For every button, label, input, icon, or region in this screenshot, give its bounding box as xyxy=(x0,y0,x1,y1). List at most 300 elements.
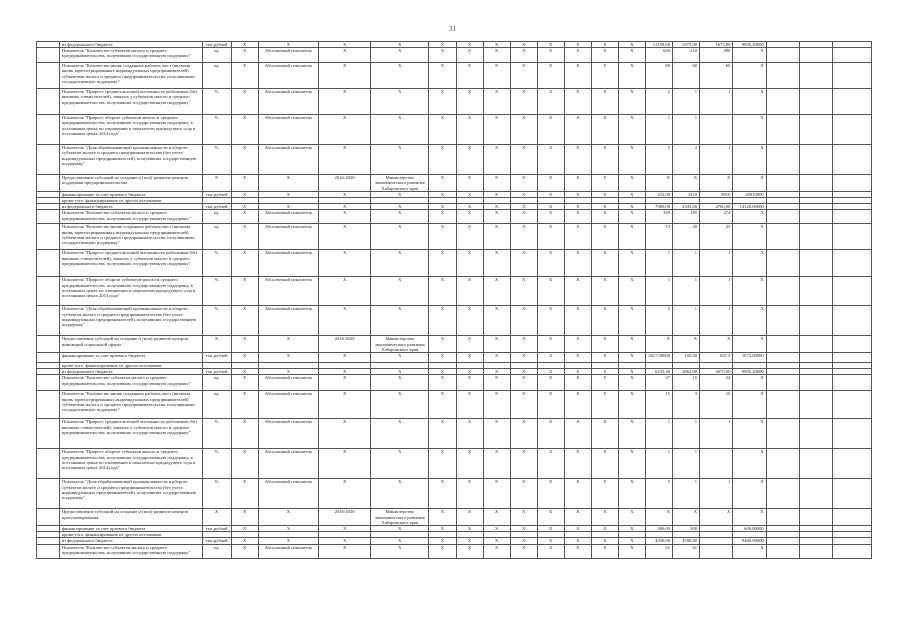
table-cell: X xyxy=(231,369,258,375)
table-cell: X xyxy=(618,336,645,353)
table-cell xyxy=(800,175,833,192)
table-cell: X xyxy=(456,48,483,63)
table-cell: 1 xyxy=(673,419,700,449)
row-number-cell xyxy=(37,419,60,449)
row-label-cell: из федерального бюджета xyxy=(59,42,202,48)
table-cell: X xyxy=(456,191,483,197)
table-cell: X xyxy=(733,89,766,115)
table-cell: X xyxy=(319,42,371,48)
table-cell: X xyxy=(564,369,591,375)
row-label-cell: из федерального бюджета xyxy=(59,369,202,375)
table-cell: X xyxy=(371,145,429,175)
table-cell: X xyxy=(456,210,483,224)
table-cell: X xyxy=(258,509,318,526)
table-cell: Министерство экономического развития Хабаровского края xyxy=(371,509,429,526)
table-cell: X xyxy=(483,175,510,192)
table-cell xyxy=(766,449,799,479)
row-label-cell: Предоставление субсидий на создание и (или) развитие центров поддержки предпринимательства xyxy=(59,175,202,192)
table-cell xyxy=(833,391,872,419)
table-cell xyxy=(800,277,833,306)
table-cell: X xyxy=(456,42,483,48)
table-cell: 1 xyxy=(645,115,672,145)
table-cell: X xyxy=(231,306,258,336)
table-cell: X xyxy=(618,544,645,558)
table-cell: 339 xyxy=(645,210,672,224)
table-cell: X xyxy=(483,115,510,145)
table-cell: 9905,20000 xyxy=(733,369,766,375)
table-cell xyxy=(766,224,799,250)
table-row xyxy=(37,449,872,479)
table-cell: 61 xyxy=(645,544,672,558)
table-cell: X xyxy=(319,63,371,89)
table-cell: X xyxy=(510,175,537,192)
table-cell: X xyxy=(319,544,371,558)
row-number-cell xyxy=(37,509,60,526)
table-cell: X xyxy=(591,191,618,197)
table-cell: X xyxy=(231,48,258,63)
table-cell: X xyxy=(591,375,618,391)
table-cell: тыс.рублей xyxy=(202,369,231,375)
table-cell: 1 xyxy=(700,89,733,115)
table-cell xyxy=(766,509,799,526)
table-row xyxy=(37,509,872,526)
table-cell: X xyxy=(319,204,371,210)
table-cell: X xyxy=(510,336,537,353)
table-cell: 300 xyxy=(673,526,700,532)
table-cell: X xyxy=(483,210,510,224)
table-cell: X xyxy=(733,419,766,449)
table-cell xyxy=(833,48,872,63)
table-row xyxy=(37,175,872,192)
table-row xyxy=(37,89,872,115)
table-cell: тыс.рублей xyxy=(202,353,231,363)
table-cell: X xyxy=(371,210,429,224)
table-cell: X xyxy=(429,353,456,363)
table-cell: X xyxy=(456,89,483,115)
row-number-cell xyxy=(37,175,60,192)
table-cell: 4590,00 xyxy=(645,538,672,544)
row-label-cell: кроме того, финансирование из других источников xyxy=(59,198,202,204)
table-cell: X xyxy=(483,336,510,353)
table-cell: X xyxy=(700,175,733,192)
table-cell: 2016-2020 xyxy=(319,336,371,353)
table-cell: Абсолютный показатель xyxy=(258,479,318,509)
table-cell: X xyxy=(510,63,537,89)
row-label-cell: Показатель "Количество субъектов малого и среднего предпринимательства, получивших государственную поддержку" xyxy=(59,544,202,558)
table-cell: X xyxy=(537,509,564,526)
row-label-cell: финансирование за счет краевого бюджета xyxy=(59,191,202,197)
table-cell: X xyxy=(733,63,766,89)
table-cell xyxy=(700,544,733,558)
table-cell: 3 xyxy=(673,391,700,419)
table-cell: X xyxy=(258,369,318,375)
table-cell: X xyxy=(618,89,645,115)
row-label-cell: кроме того, финансирование из других источников xyxy=(59,363,202,369)
table-cell: X xyxy=(202,509,231,526)
table-cell xyxy=(766,375,799,391)
table-cell: X xyxy=(673,175,700,192)
table-cell: X xyxy=(456,224,483,250)
table-cell: X xyxy=(429,210,456,224)
table-cell: X xyxy=(319,89,371,115)
table-cell: 74 xyxy=(645,224,672,250)
table-row xyxy=(37,391,872,419)
table-cell: X xyxy=(231,89,258,115)
table-cell xyxy=(833,375,872,391)
table-cell: X xyxy=(564,509,591,526)
table-cell: X xyxy=(564,277,591,306)
table-cell: X xyxy=(371,250,429,277)
table-cell: X xyxy=(673,336,700,353)
table-cell: X xyxy=(537,175,564,192)
table-cell: X xyxy=(371,204,429,210)
table-cell xyxy=(833,89,872,115)
table-cell: X xyxy=(733,224,766,250)
table-cell: X xyxy=(537,544,564,558)
table-cell: X xyxy=(618,538,645,544)
table-cell: X xyxy=(618,204,645,210)
table-cell xyxy=(833,353,872,363)
table-cell: X xyxy=(510,353,537,363)
table-cell: тыс.рублей xyxy=(202,191,231,197)
table-cell xyxy=(700,449,733,479)
table-cell: X xyxy=(429,336,456,353)
table-cell: Абсолютный показатель xyxy=(258,277,318,306)
table-cell xyxy=(833,115,872,145)
table-cell: X xyxy=(537,369,564,375)
table-cell: X xyxy=(231,175,258,192)
row-number-cell xyxy=(37,145,60,175)
table-cell: 185 xyxy=(673,210,700,224)
table-cell: X xyxy=(510,204,537,210)
table-cell: X xyxy=(591,449,618,479)
table-cell: 274 xyxy=(700,210,733,224)
table-cell: X xyxy=(231,479,258,509)
table-cell: X xyxy=(645,509,672,526)
table-cell xyxy=(800,89,833,115)
table-cell: X xyxy=(618,479,645,509)
row-label-cell: Показатель "Прирост среднесписочной численности работников (без внешних совместителей), занятых у субъектов малого и среднего предпринимательства, получивших государственную поддержку" xyxy=(59,419,202,449)
table-cell: X xyxy=(510,391,537,419)
row-label-cell: Показатель "Прирост оборота субъектов малого и среднего предпринимательства, получивших государственную поддержку, в постоянных ценах по отношению к показателю предыдущего года в постоянных ценах 2014 года" xyxy=(59,277,202,306)
table-cell: X xyxy=(618,175,645,192)
table-cell: 2 xyxy=(645,89,672,115)
table-cell: X xyxy=(371,544,429,558)
table-cell xyxy=(800,544,833,558)
row-number-cell xyxy=(37,479,60,509)
table-cell: X xyxy=(483,353,510,363)
table-cell: X xyxy=(456,353,483,363)
table-cell: X xyxy=(429,191,456,197)
table-cell: X xyxy=(591,224,618,250)
table-cell: ед. xyxy=(202,63,231,89)
table-cell: 37 xyxy=(645,375,672,391)
table-cell: X xyxy=(231,224,258,250)
table-cell: ед. xyxy=(202,210,231,224)
table-cell: X xyxy=(319,419,371,449)
row-label-cell: Показатель "Доля обрабатывающей промышленности в обороте субъектов малого и среднего предпринимательства (без учета индивидуальных предпринимателей), получивших государственную поддержку" xyxy=(59,306,202,336)
table-cell: X xyxy=(733,145,766,175)
table-cell: 61 xyxy=(673,544,700,558)
table-cell: X xyxy=(483,306,510,336)
table-cell: Абсолютный показатель xyxy=(258,391,318,419)
table-cell: X xyxy=(733,449,766,479)
table-cell: X xyxy=(258,336,318,353)
table-cell: X xyxy=(429,224,456,250)
table-cell: 2670,00 xyxy=(700,369,733,375)
table-cell: X xyxy=(591,204,618,210)
table-cell: X xyxy=(618,353,645,363)
table-cell: X xyxy=(258,42,318,48)
table-cell: X xyxy=(231,115,258,145)
table-cell: X xyxy=(319,449,371,479)
table-cell: ед. xyxy=(202,375,231,391)
table-cell: X xyxy=(591,419,618,449)
row-number-cell xyxy=(37,89,60,115)
table-cell: X xyxy=(371,306,429,336)
table-cell: X xyxy=(591,544,618,558)
row-label-cell: Показатель "Количество субъектов малого и среднего предпринимательства, получивших государственную поддержку" xyxy=(59,48,202,63)
table-cell: 60 xyxy=(700,63,733,89)
table-cell: % xyxy=(202,89,231,115)
table-cell: X xyxy=(483,479,510,509)
table-cell: X xyxy=(429,306,456,336)
table-row xyxy=(37,336,872,353)
table-cell: X xyxy=(231,42,258,48)
row-number-cell xyxy=(37,375,60,391)
table-cell: X xyxy=(510,306,537,336)
table-cell: X xyxy=(591,353,618,363)
table-cell: X xyxy=(231,419,258,449)
table-cell: 1 xyxy=(673,250,700,277)
table-cell: X xyxy=(231,544,258,558)
row-number-cell xyxy=(37,48,60,63)
table-cell: % xyxy=(202,479,231,509)
table-cell xyxy=(766,89,799,115)
table-cell: X xyxy=(733,544,766,558)
row-number-cell xyxy=(37,306,60,336)
table-cell: X xyxy=(456,204,483,210)
table-cell: X xyxy=(618,42,645,48)
table-cell: X xyxy=(429,250,456,277)
table-cell: X xyxy=(319,224,371,250)
table-cell: 2016-2020 xyxy=(319,509,371,526)
row-label-cell: Показатель "Количество субъектов малого и среднего предпринимательства, получивших государственную поддержку" xyxy=(59,210,202,224)
table-cell: X xyxy=(231,250,258,277)
table-cell: X xyxy=(319,277,371,306)
table-cell: X xyxy=(371,391,429,419)
row-label-cell: Показатель "Прирост оборота субъектов малого и среднего предпринимательства, получивших государственную поддержку, в постоянных ценах по отношению к показателю предыдущего года в постоянных ценах 2014 года" xyxy=(59,115,202,145)
row-label-cell: финансирование за счет краевого бюджета xyxy=(59,353,202,363)
table-cell: X xyxy=(483,369,510,375)
table-cell: X xyxy=(510,479,537,509)
table-cell: X xyxy=(591,48,618,63)
table-cell: X xyxy=(564,89,591,115)
table-cell: 300,00 xyxy=(645,526,672,532)
table-cell: X xyxy=(591,479,618,509)
table-cell: X xyxy=(429,204,456,210)
table-cell: X xyxy=(564,48,591,63)
table-cell: X xyxy=(483,375,510,391)
table-cell: X xyxy=(564,391,591,419)
table-cell: тыс.рублей xyxy=(202,526,231,532)
table-row xyxy=(37,115,872,145)
table-cell: 1973,00 xyxy=(673,42,700,48)
table-cell: 8910 xyxy=(700,191,733,197)
table-cell: X xyxy=(429,538,456,544)
table-cell: X xyxy=(258,526,318,532)
table-cell xyxy=(800,449,833,479)
table-cell: X xyxy=(733,115,766,145)
table-cell: 1673,00 xyxy=(700,42,733,48)
table-cell: X xyxy=(319,369,371,375)
table-cell: X xyxy=(319,250,371,277)
table-cell: X xyxy=(319,538,371,544)
table-row xyxy=(37,250,872,277)
table-cell: X xyxy=(510,115,537,145)
table-row xyxy=(37,224,872,250)
table-cell: X xyxy=(319,306,371,336)
table-cell: X xyxy=(456,526,483,532)
table-cell: X xyxy=(618,526,645,532)
table-cell: тыс.рублей xyxy=(202,42,231,48)
table-cell: X xyxy=(591,42,618,48)
table-cell: X xyxy=(429,42,456,48)
table-cell: X xyxy=(483,538,510,544)
table-cell: X xyxy=(591,250,618,277)
table-cell: 4590,00 xyxy=(673,538,700,544)
table-cell xyxy=(800,353,833,363)
table-cell: 5 xyxy=(645,306,672,336)
table-cell xyxy=(800,224,833,250)
table-cell: X xyxy=(618,277,645,306)
table-cell: X xyxy=(231,277,258,306)
table-cell xyxy=(800,375,833,391)
row-label-cell: Показатель "Прирост среднесписочной численности работников (без внешних совместителей), занятых у субъектов малого и среднего предпринимательства, получивших государственную поддержку" xyxy=(59,250,202,277)
table-row xyxy=(37,479,872,509)
table-cell: % xyxy=(202,115,231,145)
table-cell xyxy=(833,336,872,353)
table-cell: X xyxy=(371,48,429,63)
table-cell: % xyxy=(202,449,231,479)
table-cell: Абсолютный показатель xyxy=(258,250,318,277)
table-cell xyxy=(800,250,833,277)
table-cell: 1 xyxy=(700,145,733,175)
row-number-cell xyxy=(37,544,60,558)
table-cell: X xyxy=(456,63,483,89)
table-cell: X xyxy=(429,48,456,63)
table-cell: X xyxy=(591,538,618,544)
table-cell: X xyxy=(564,63,591,89)
table-cell: X xyxy=(510,544,537,558)
table-cell: X xyxy=(733,250,766,277)
table-cell: X xyxy=(510,375,537,391)
table-cell: X xyxy=(319,191,371,197)
table-cell: X xyxy=(733,479,766,509)
table-cell: X xyxy=(456,479,483,509)
table-cell xyxy=(800,63,833,89)
table-cell: X xyxy=(456,544,483,558)
table-cell xyxy=(833,210,872,224)
table-cell: X xyxy=(429,375,456,391)
row-number-cell xyxy=(37,449,60,479)
table-cell: X xyxy=(231,391,258,419)
row-number-cell xyxy=(37,224,60,250)
table-cell: X xyxy=(231,191,258,197)
table-cell: 1 xyxy=(700,479,733,509)
table-cell: 1073,00000 xyxy=(733,353,766,363)
table-cell: 2617,00000 xyxy=(645,353,672,363)
table-cell: X xyxy=(564,375,591,391)
table-cell: X xyxy=(564,204,591,210)
table-cell: 10 xyxy=(700,391,733,419)
table-cell: X xyxy=(733,175,766,192)
table-cell: X xyxy=(319,479,371,509)
program-table xyxy=(36,41,872,559)
table-cell: X xyxy=(537,89,564,115)
table-cell: X xyxy=(733,306,766,336)
table-cell: X xyxy=(231,375,258,391)
table-cell: X xyxy=(371,538,429,544)
table-cell xyxy=(800,145,833,175)
table-cell: Абсолютный показатель xyxy=(258,115,318,145)
table-cell: X xyxy=(591,145,618,175)
table-cell: 5 xyxy=(645,145,672,175)
table-cell: Министерство экономического развития Хабаровского края xyxy=(371,175,429,192)
table-cell: X xyxy=(483,250,510,277)
table-cell xyxy=(833,250,872,277)
table-cell xyxy=(800,48,833,63)
table-cell: X xyxy=(537,526,564,532)
table-cell: X xyxy=(483,224,510,250)
table-cell: X xyxy=(371,63,429,89)
table-cell: X xyxy=(510,210,537,224)
table-cell: X xyxy=(510,145,537,175)
table-cell: X xyxy=(483,277,510,306)
table-cell: Абсолютный показатель xyxy=(258,419,318,449)
table-cell: X xyxy=(537,277,564,306)
table-cell: 14120,00000 xyxy=(733,204,766,210)
table-cell: X xyxy=(564,526,591,532)
table-cell: X xyxy=(591,175,618,192)
table-cell: 6235,40 xyxy=(645,369,672,375)
table-cell xyxy=(766,391,799,419)
table-cell: X xyxy=(483,191,510,197)
table-cell: % xyxy=(202,419,231,449)
table-cell: X xyxy=(510,277,537,306)
table-cell: X xyxy=(202,175,231,192)
table-cell: 25 xyxy=(700,224,733,250)
row-label-cell: Показатель "Доля обрабатывающей промышленности в обороте субъектов малого и среднего предпринимательства (без учета индивидуальных предпринимателей), получивших государственную поддержку" xyxy=(59,479,202,509)
table-cell: X xyxy=(564,115,591,145)
table-cell: X xyxy=(700,336,733,353)
row-number-cell xyxy=(37,250,60,277)
row-number-cell xyxy=(37,277,60,306)
table-cell: тыс.рублей xyxy=(202,538,231,544)
table-cell: X xyxy=(231,210,258,224)
table-cell: 2016-2020 xyxy=(319,175,371,192)
table-cell xyxy=(833,145,872,175)
row-label-cell: Показатель "Количество вновь созданных рабочих мест (включая вновь зарегистрированных индивидуальных предпринимателей) субъектами малого и среднего предпринимательства, получившими государственную поддержку" xyxy=(59,224,202,250)
table-cell: X xyxy=(591,306,618,336)
table-cell: X xyxy=(564,191,591,197)
table-cell: ед. xyxy=(202,391,231,419)
row-label-cell: из федерального бюджета xyxy=(59,538,202,544)
table-cell: 1 xyxy=(673,277,700,306)
table-cell: X xyxy=(510,509,537,526)
table-cell: X xyxy=(564,42,591,48)
table-cell: X xyxy=(700,509,733,526)
